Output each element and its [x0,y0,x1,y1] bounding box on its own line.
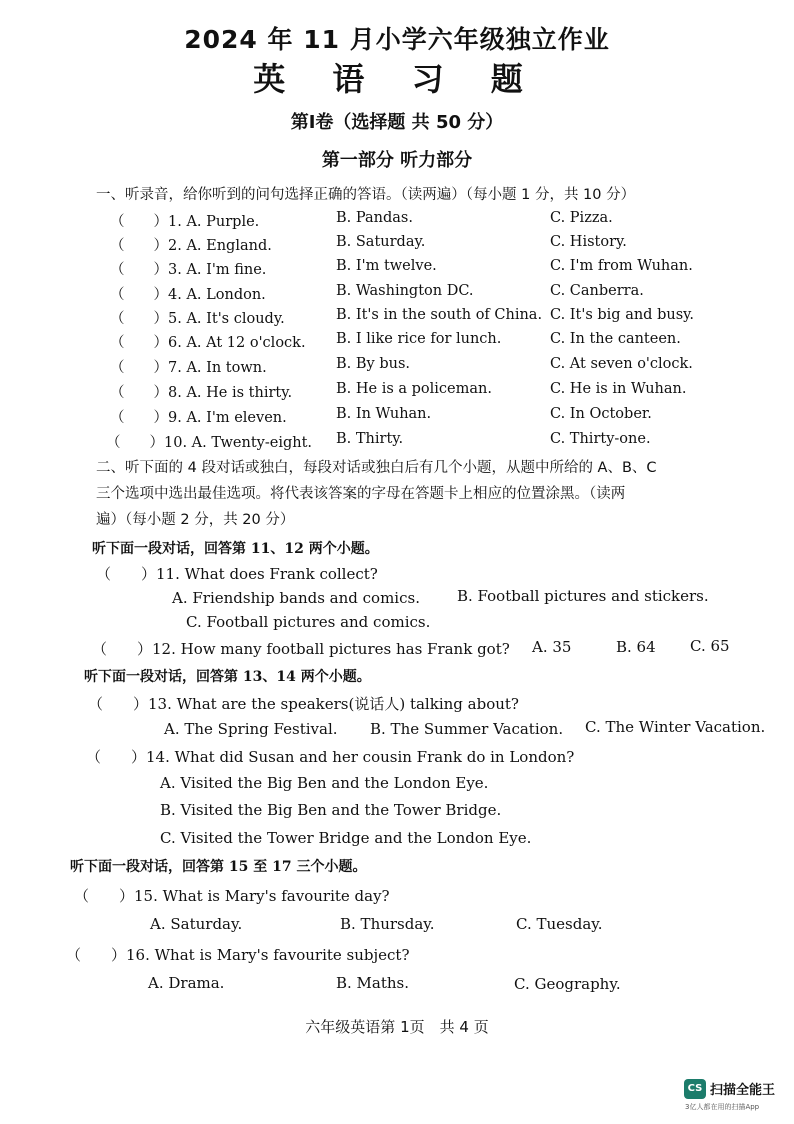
option-a: A. Friendship bands and comics. [172,589,420,607]
section1-instruction: 一、听录音，给你听到的问句选择正确的答语。（读两遍）（每小题 1 分，共 10 分） [96,187,636,203]
section2-instruction-line3: 遍）（每小题 2 分，共 20 分） [96,512,295,528]
option-c: C. In the canteen. [550,331,681,347]
question-stem: （ ）6. A. At 12 o'clock. [110,335,306,351]
option-c: C. History. [550,234,627,250]
option-c: C. 65 [690,637,730,655]
question-stem: （ ）3. A. I'm fine. [110,262,267,278]
volume-title: 第Ⅰ卷（选择题 共 50 分） [290,112,504,133]
option-b: B. In Wuhan. [336,406,432,422]
question-11: （ ）11. What does Frank collect? [96,565,378,583]
option-c: C. I'm from Wuhan. [550,258,693,274]
option-a: A. The Spring Festival. [164,720,338,738]
option-b: B. The Summer Vacation. [370,720,564,738]
page-footer: 六年级英语第 1页 共 4 页 [305,1018,489,1036]
exam-title: 2024 年 11 月小学六年级独立作业 [184,25,610,54]
option-b: B. I like rice for lunch. [336,331,502,347]
option-a: A. Drama. [148,974,225,992]
question-16: （ ）16. What is Mary's favourite subject? [66,946,410,964]
option-b: B. He is a policeman. [336,381,492,397]
option-b: B. Saturday. [336,234,426,250]
part-title: 第一部分 听力部分 [321,150,473,171]
option-b: B. I'm twelve. [336,258,437,274]
option-b: B. Football pictures and stickers. [457,587,709,605]
option-c: C. In October. [550,406,652,422]
option-b: B. Washington DC. [336,283,474,299]
question-14: （ ）14. What did Susan and her cousin Frank do in London? [86,748,575,766]
question-stem: （ ）1. A. Purple. [110,214,260,230]
option-b: B. Thursday. [340,915,435,933]
question-stem: （ ）5. A. It's cloudy. [110,311,285,327]
option-a: A. Saturday. [150,915,243,933]
question-stem: （ ）4. A. London. [110,287,266,303]
option-c: C. The Winter Vacation. [585,718,766,736]
camscanner-logo-icon: CS [684,1079,706,1099]
option-c: C. He is in Wuhan. [550,381,687,397]
option-c: C. At seven o'clock. [550,356,693,372]
question-12: （ ）12. How many football pictures has Frank got? [92,640,510,658]
option-b: B. It's in the south of China. [336,307,543,323]
option-c: C. Canberra. [550,283,644,299]
option-b: B. Pandas. [336,210,413,226]
question-stem: （ ）8. A. He is thirty. [110,385,293,401]
option-b: B. Thirty. [336,431,404,447]
question-stem: （ ）10. A. Twenty-eight. [106,435,313,451]
option-c: C. Football pictures and comics. [186,613,431,631]
watermark-tagline: 3亿人都在用的扫描App [685,1103,760,1111]
section2-instruction-line1: 二、听下面的 4 段对话或独白，每段对话或独白后有几个小题，从题中所给的 A、B、C [96,460,657,476]
question-stem: （ ）9. A. I'm eleven. [110,410,287,426]
option-b: B. Maths. [336,974,410,992]
option-b: B. Visited the Big Ben and the Tower Bridge. [160,801,502,819]
option-a: A. Visited the Big Ben and the London Eye. [160,774,489,792]
option-c: C. Tuesday. [516,915,603,933]
option-c: C. Pizza. [550,210,613,226]
option-c: C. It's big and busy. [550,307,695,323]
question-13: （ ）13. What are the speakers(说话人) talking about? [88,695,519,713]
dialog-intro: 听下面一段对话，回答第 13、14 两个小题。 [84,669,371,685]
option-b: B. By bus. [336,356,411,372]
option-c: C. Thirty-one. [550,431,651,447]
dialog-intro: 听下面一段对话，回答第 15 至 17 三个小题。 [70,859,367,875]
dialog-intro: 听下面一段对话，回答第 11、12 两个小题。 [92,541,379,557]
option-c: C. Geography. [514,975,621,993]
question-15: （ ）15. What is Mary's favourite day? [74,887,390,905]
option-b: B. 64 [616,638,656,656]
section2-instruction-line2: 三个选项中选出最佳选项。将代表该答案的字母在答题卡上相应的位置涂黑。（读两 [96,486,626,502]
option-c: C. Visited the Tower Bridge and the London Eye. [160,829,532,847]
subject-title: 英 语 习 题 [253,60,541,98]
question-stem: （ ）2. A. England. [110,238,272,254]
question-stem: （ ）7. A. In town. [110,360,267,376]
watermark-brand: 扫描全能王 [710,1083,776,1098]
option-a: A. 35 [532,638,572,656]
